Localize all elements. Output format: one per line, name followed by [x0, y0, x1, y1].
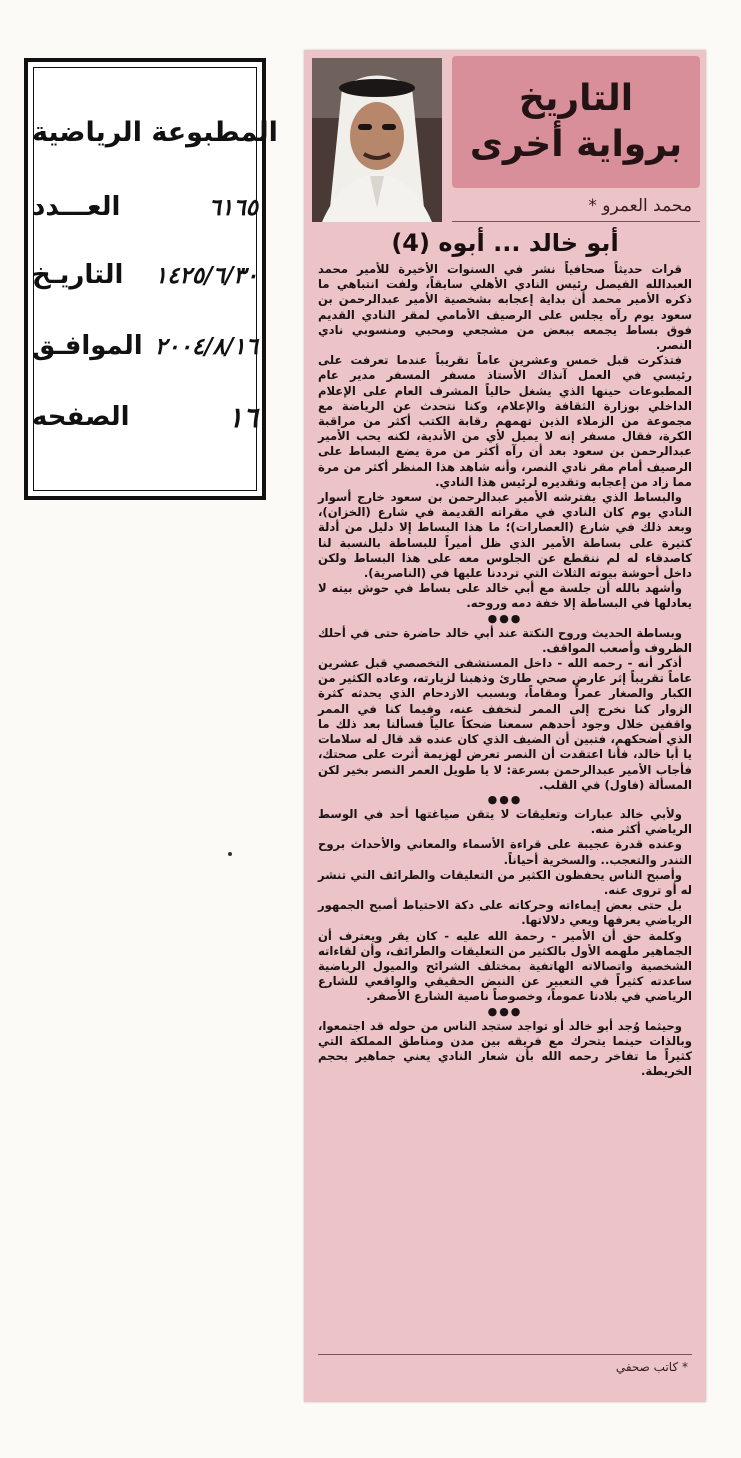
- article-headline: أبو خالد ... أبوه (4): [391, 229, 619, 257]
- stamp-page-label: الصفحه: [32, 402, 130, 432]
- archive-stamp: [24, 58, 278, 500]
- paragraph: وأشهد بالله أن جلسة مع أبي خالد على بساط في حوش بيته لا يعادلها في البساطة إلا خفة دمه وروحه.: [318, 581, 692, 611]
- author-portrait-icon: [312, 58, 442, 222]
- stamp-newspaper-name: المطبوعة الرياضية: [32, 116, 278, 148]
- paragraph: وحيثما وُجد أبو خالد أو تواجد ستجد الناس من حوله قد اجتمعوا، وبالذات حينما يتحرك مع فريقه بين مدن ومناطق المملكة التي كثيراً ما تفاخر رحمه الله بأن شعار النادي يعني جماهير بحجم الخريطة.: [318, 1018, 692, 1079]
- stamp-corresponding-label: الموافـق: [32, 331, 143, 361]
- speck: [228, 852, 232, 856]
- stamp-page-value: ١٦: [227, 400, 258, 434]
- paragraph: قرات حديثاً صحافياً نشر في السنوات الأخيرة للأمير محمد العبدالله الفيصل رئيس النادي الأهلي سابقاً، ولفت انتباهي ما ذكره الأمير محمد أن بداية إعجابه بشخصية الأمير عبدالرحمن بن سعود يوم رآه يجلس على الرصيف الأمامي لمقر النادي القديم فوق بساط يجمعه ببعض من مشجعي ومحبي ومنسوبي نادي النصر.: [318, 262, 692, 353]
- newspaper-clipping: [304, 50, 706, 1402]
- footer-divider: [318, 1354, 692, 1355]
- stamp-issue-value: ٦١٦٥: [208, 193, 258, 221]
- paragraph: والبساط الذي يفترشه الأمير عبدالرحمن بن سعود خارج أسوار النادي يوم كان النادي في مقراته القديمة في شارع (الخزان)، وبعد ذلك في شارع (العصارات)؛ ما هذا البساط إلا دليل من أدلة كثيرة على بساطة الأمير الذي ظل أميراً للبساطة بالنسبة لنا كاصدقاء له لم ننقطع عن الجلوس معه على هذا البساط ولكن داخل أحوشة بيوته الثلاث التي ترددنا عليها في (الناصرية).: [318, 490, 692, 581]
- column-header: [304, 50, 706, 232]
- stamp-newspaper-row: [28, 102, 278, 162]
- paragraph: أذكر أنه - رحمه الله - داخل المستشفى التخصصي قبل عشرين عاماً تقريباً إثر عارض صحي طارئ وذهبنا لزيارته، وعاده الكثير من الكبار والصغار عمراً ومقاماً، وبسبب الازدحام الذي يحدثه كثرة الزوار كنا نخرج إلى الممر لنخفف عنه، وفيما كنا في الممر واقفين خلال وجود أحدهم سمعنا ضحكاً عالياً فسألنا بعد ذلك ما الذي أضحكهم، فتبين أن الضيف الذي كان عنده قد قال له سلامات يا أبا خالد، فأنا اعتقدت أن النصر تعرض لهزيمة أثرت على صحتك، فأجاب الأمير عبدالرحمن بسرعة: لا يا طويل العمر النصر بخير لكن المسألة (فاول) في القلب.: [318, 656, 692, 792]
- paragraph: بل حتى بعض إيماءاته وحركاته على دكة الاحتياط أصبح الجمهور الرياضي يعرفها ويعي دلالاتها.: [318, 898, 692, 928]
- stamp-issue-row: [28, 177, 262, 237]
- paragraph: وبساطة الحديث وروح النكتة عند أبي خالد حاضرة حتى في أحلك الظروف وأصعب المواقف.: [318, 625, 692, 655]
- section-separator: ●●●: [487, 1004, 523, 1018]
- stamp-corresponding-value: ٢٠٠٤/٨/١٦: [154, 332, 258, 360]
- paragraph: وأصبح الناس يحفظون الكثير من التعليقات والطرائف التي تنشر له أو تروى عنه.: [318, 867, 692, 897]
- author-footnote: * كاتب صحفي: [615, 1360, 688, 1374]
- article-body: [318, 262, 692, 1079]
- paragraph: فتذكرت قبل خمس وعشرين عاماً تقريباً عندما تعرفت على رئيسي في العمل آنذاك الأستاذ مسفر المسفر مدير عام المطبوعات حينها الذي يشغل حالياً المشرف العام على الإعلام الداخلي بوزارة الثقافة والإعلام، وكنا نتحدث عن الرياضة مع مجموعة من الزملاء الذين تهمهم رقابة الكتب أكثر من مراقبة الكرة، فقال مسفر إنه لا يميل لأي من الأندية، لكنه يحب الأمير عبدالرحمن بن سعود بعد أن رآه أكثر من مرة يضع البساط على الرصيف أمام مقر نادي النصر، وأنه شاهد هذا المنظر أكثر من مرة مما زاد من إعجابه وتقديره لرئيس هذا النادي.: [318, 353, 692, 489]
- stamp-date-row: [28, 245, 262, 305]
- author-photo: [312, 58, 442, 222]
- stamp-page-row: [28, 387, 262, 447]
- paragraph: ولأبي خالد عبارات وتعليقات لا يتقن صياغتها أحد في الوسط الرياضي أكثر منه.: [318, 806, 692, 837]
- column-title-box: [452, 56, 700, 188]
- stamp-date-value: ١٤٢٥/٦/٣٠: [154, 261, 258, 289]
- column-title-line2: برواية أخرى: [469, 124, 683, 165]
- section-separator: ●●●: [487, 792, 523, 806]
- column-title-line1: التاريخ: [518, 78, 634, 119]
- paragraph: وكلمة حق أن الأمير - رحمة الله عليه - كان يقر ويعترف أن الجماهير ملهمه الأول بالكثير من التعليقات والطرائف، وأن لقاءاته الشخصية واتصالاته الهاتفية بمختلف الشرائح والميول الرياضية ساعدته كثيراً في التعبير عن النبض الحقيقي والواقعي للشارع الرياضي في بلادنا عموماً، وخصوصاً ناصية الشارع الأصفر.: [318, 928, 692, 1004]
- stamp-issue-label: العـــدد: [32, 192, 121, 222]
- paragraph: وعنده قدرة عجيبة على قراءة الأسماء والمعاني والأحداث بروح التندر والتعجب.. والسخرية أحياناً.: [318, 837, 692, 867]
- stamp-corresponding-row: [28, 316, 262, 376]
- stamp-date-label: التاريـخ: [32, 260, 124, 290]
- section-separator: ●●●: [487, 611, 523, 625]
- author-byline: محمد العمرو *: [452, 190, 700, 222]
